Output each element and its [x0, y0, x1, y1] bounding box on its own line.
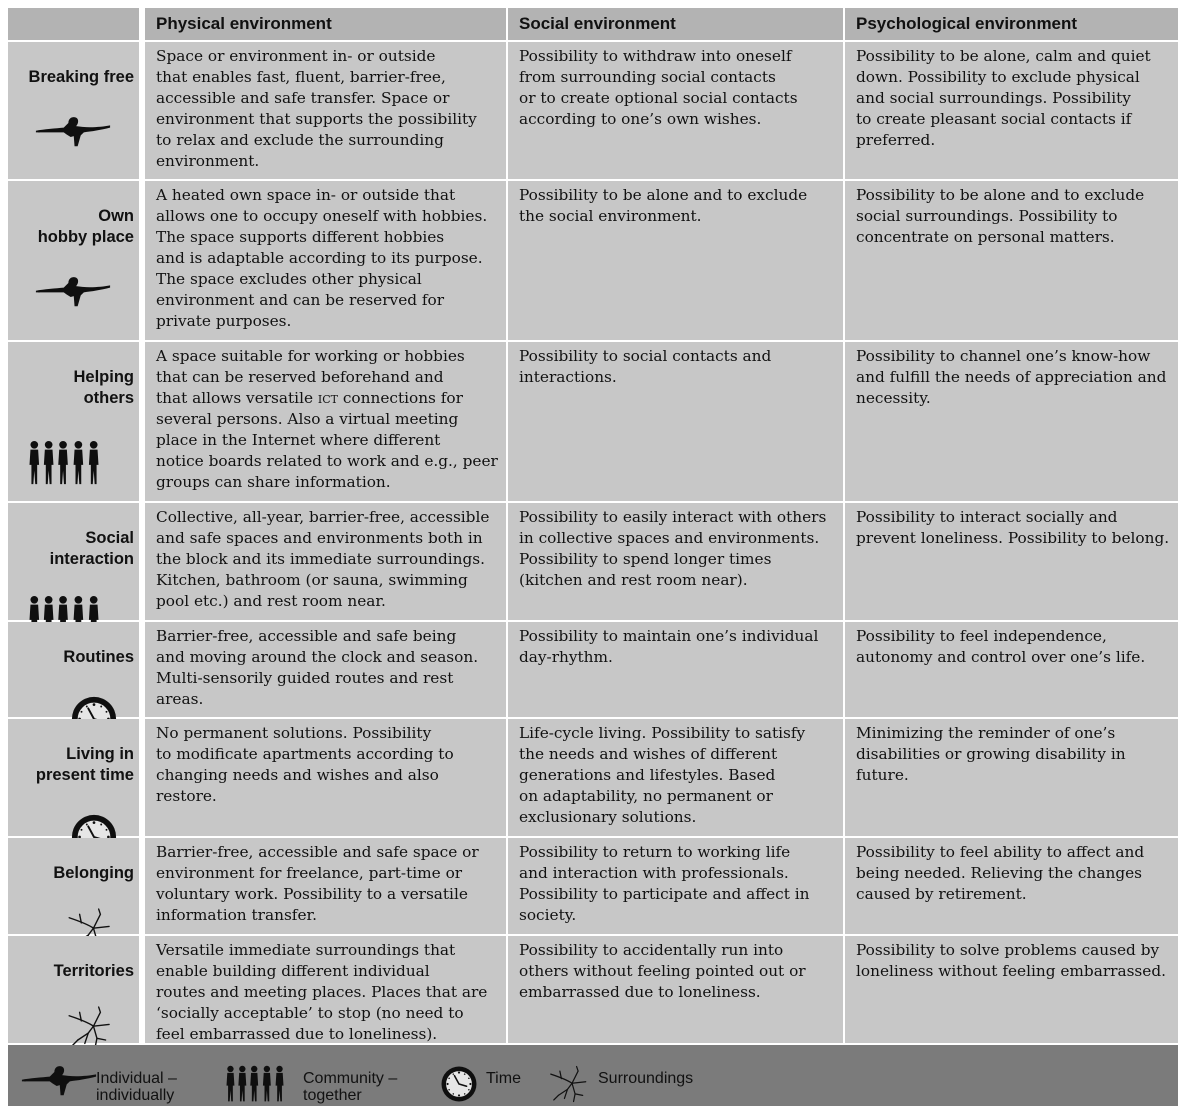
row-label-cell	[8, 42, 139, 179]
social-cell: Possibility to maintain one’s individual day-rhythm.	[508, 622, 843, 717]
community-figures-icon	[26, 440, 102, 486]
social-cell: Possibility to social contacts and interactions.	[508, 342, 843, 501]
legend-label-surroundings: Surroundings	[598, 1070, 694, 1087]
row-label-cell	[8, 719, 139, 836]
header-corner-cell	[8, 8, 139, 40]
table-row	[0, 181, 1181, 340]
social-cell: Possibility to be alone and to exclude the social environment.	[508, 181, 843, 340]
table-row	[0, 342, 1181, 501]
header-physical-environment: Physical environment	[145, 8, 506, 40]
row-label: Social interaction	[49, 529, 134, 568]
row-label-cell	[8, 622, 139, 717]
row-label: Living in present time	[35, 745, 134, 784]
header-psychological-environment: Psychological environment	[845, 8, 1178, 40]
physical-cell: A heated own space in- or outside that allows one to occupy oneself with hobbies. The space supports different hobbies and is adaptable according to its purpose. The space excludes other physical environment and can be reserved for private purposes.	[145, 181, 506, 340]
physical-cell: A space suitable for working or hobbies that can be reserved beforehand and that allows versatile ict connections for several persons. Also a virtual meeting place in the Internet where different notice boards related to work and e.g., peer groups can share information.	[145, 342, 506, 501]
row-label-cell	[8, 838, 139, 934]
social-cell: Possibility to easily interact with others in collective spaces and environments. Possibility to spend longer times (kitchen and rest room near).	[508, 503, 843, 620]
row-label-cell	[8, 936, 139, 1043]
header-social-environment: Social environment	[508, 8, 843, 40]
social-cell: Possibility to return to working life and interaction with professionals. Possibility to participate and affect in society.	[508, 838, 843, 934]
table-row	[0, 622, 1181, 717]
psychological-cell: Possibility to feel ability to affect and being needed. Relieving the changes caused by retirement.	[845, 838, 1178, 934]
clock-icon	[440, 1065, 478, 1103]
community-figures-icon	[221, 1065, 289, 1103]
individual-figure-icon	[18, 1062, 100, 1096]
surroundings-icon	[64, 1005, 116, 1049]
psychological-cell: Possibility to be alone and to exclude social surroundings. Possibility to concentrate on personal matters.	[845, 181, 1178, 340]
physical-cell: Space or environment in- or outside that enables fast, fluent, barrier-free, accessible and safe transfer. Space or environment that supports the possibility to relax and exclude the surrounding environment.	[145, 42, 506, 179]
legend-label-time: Time	[486, 1070, 521, 1087]
row-label: Own hobby place	[37, 207, 134, 246]
row-label-cell	[8, 181, 139, 340]
psychological-cell: Possibility to interact socially and prevent loneliness. Possibility to belong.	[845, 503, 1178, 620]
table-row	[0, 936, 1181, 1043]
psychological-cell: Possibility to feel independence, autonomy and control over one’s life.	[845, 622, 1178, 717]
social-cell: Possibility to accidentally run into others without feeling pointed out or embarrassed due to loneliness.	[508, 936, 843, 1043]
legend-label-individual: Individual – individually	[96, 1070, 177, 1104]
row-label: Helping others	[73, 368, 134, 407]
row-label: Breaking free	[28, 68, 134, 86]
icon-legend	[8, 1045, 1178, 1106]
row-label-cell	[8, 503, 139, 620]
table-header-row	[0, 8, 1181, 40]
table-row	[0, 42, 1181, 179]
physical-cell: Collective, all-year, barrier-free, accessible and safe spaces and environments both in the block and its immediate surroundings. Kitchen, bathroom (or sauna, swimming pool etc.) and rest room near.	[145, 503, 506, 620]
individual-figure-icon	[34, 113, 112, 147]
row-label: Territories	[53, 962, 134, 980]
row-label: Routines	[63, 648, 134, 666]
psychological-cell: Possibility to be alone, calm and quiet down. Possibility to exclude physical and social surroundings. Possibility to create pleasant social contacts if preferred.	[845, 42, 1178, 179]
social-cell: Life-cycle living. Possibility to satisfy the needs and wishes of different generations and lifestyles. Based on adaptability, no permanent or exclusionary solutions.	[508, 719, 843, 836]
legend-label-community: Community – together	[303, 1070, 398, 1104]
physical-cell: No permanent solutions. Possibility to modificate apartments according to changing needs and wishes and also restore.	[145, 719, 506, 836]
physical-cell: Versatile immediate surroundings that enable building different individual routes and meeting places. Places that are ‘socially acceptable’ to stop (no need to feel embarrassed due to loneliness).	[145, 936, 506, 1043]
table-row	[0, 838, 1181, 934]
psychological-cell: Minimizing the reminder of one’s disabilities or growing disability in future.	[845, 719, 1178, 836]
physical-cell: Barrier-free, accessible and safe space or environment for freelance, part-time or voluntary work. Possibility to a versatile information transfer.	[145, 838, 506, 934]
table-row	[0, 719, 1181, 836]
table-row	[0, 503, 1181, 620]
social-cell: Possibility to withdraw into oneself from surrounding social contacts or to create optional social contacts according to one’s own wishes.	[508, 42, 843, 179]
surroundings-icon	[546, 1065, 592, 1103]
individual-figure-icon	[34, 273, 112, 307]
physical-cell: Barrier-free, accessible and safe being and moving around the clock and season. Multi-sensorily guided routes and rest areas.	[145, 622, 506, 717]
psychological-cell: Possibility to solve problems caused by loneliness without feeling embarrassed.	[845, 936, 1178, 1043]
psychological-cell: Possibility to channel one’s know-how and fulfill the needs of appreciation and necessity.	[845, 342, 1178, 501]
row-label: Belonging	[53, 864, 134, 882]
row-label-cell	[8, 342, 139, 501]
